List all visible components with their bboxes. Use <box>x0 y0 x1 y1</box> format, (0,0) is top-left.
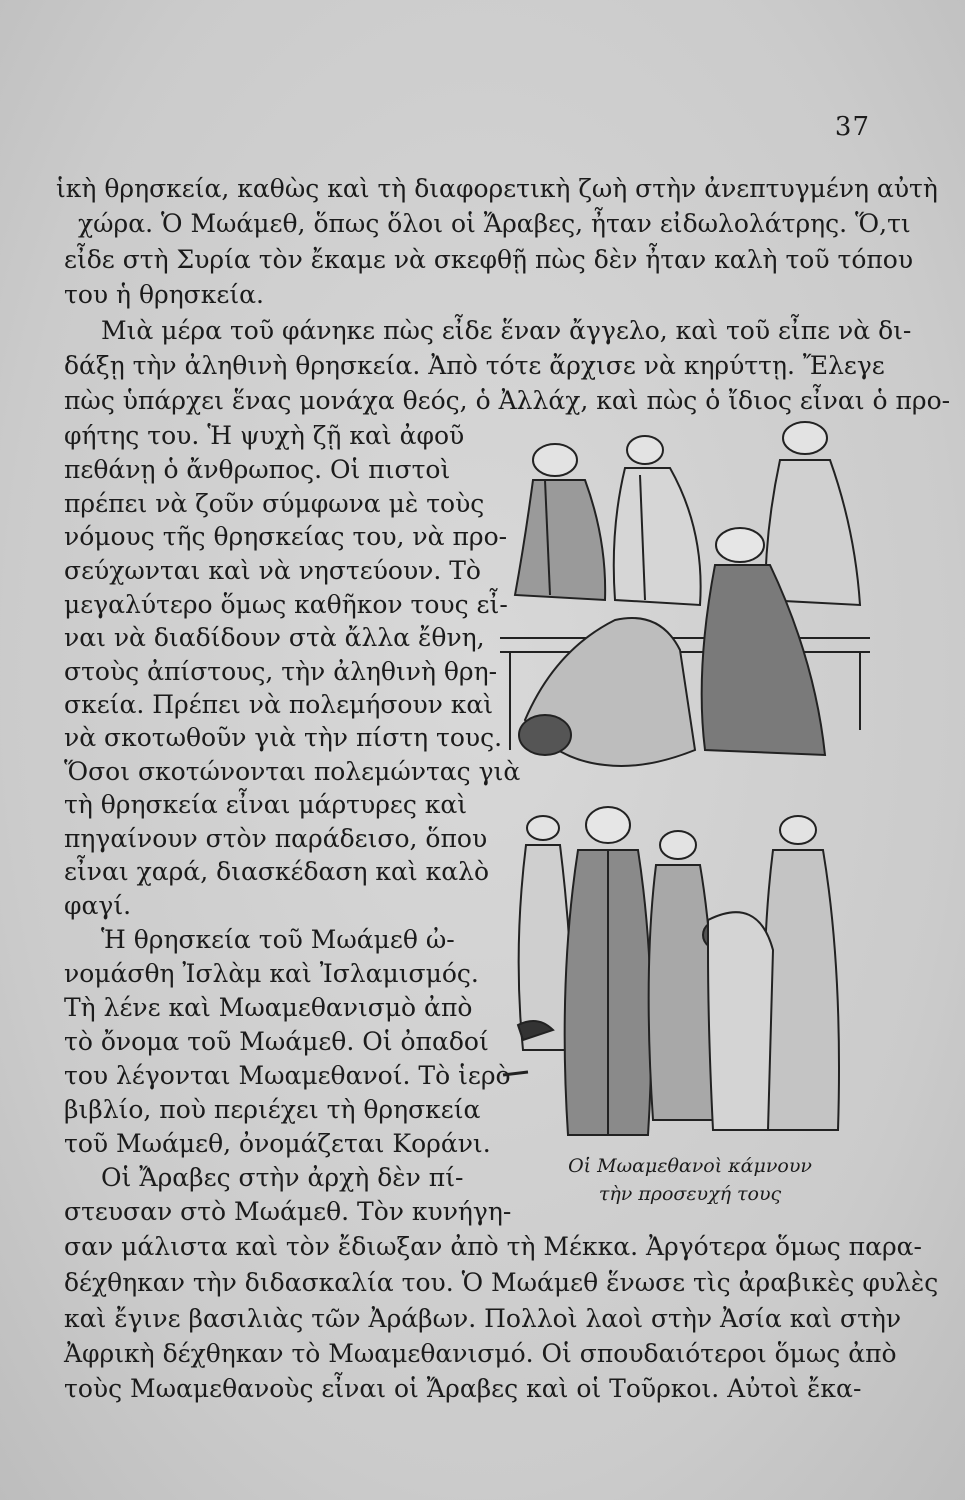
text-line: φαγί. <box>64 891 132 920</box>
text-line: Τὴ λένε καὶ Μωαμεθανισμὸ ἀπὸ <box>64 993 473 1022</box>
text-line: Ἀφρικὴ δέχθηκαν τὸ Μωαμεθανισμό. Οἱ σπουδαιότεροι ὅμως ἀπὸ <box>64 1339 897 1368</box>
text-line: πὼς ὑπάρχει ἕνας μονάχα θεός, ὁ Ἀλλάχ, καὶ πὼς ὁ ἴδιος εἶναι ὁ προ- <box>64 386 951 415</box>
text-line: νόμους τῆς θρησκείας του, νὰ προ- <box>64 522 508 551</box>
text-line: του λέγονται Μωαμεθανοί. Τὸ ἱερὸ <box>64 1061 511 1090</box>
text-line: Ἡ θρησκεία τοῦ Μωάμεθ ὠ- <box>101 925 455 954</box>
text-line: νὰ σκοτωθοῦν γιὰ τὴν πίστη τους. <box>64 723 503 752</box>
standing-men-illustration <box>498 800 878 1145</box>
text-line: πρέπει νὰ ζοῦν σύμφωνα μὲ τοὺς <box>64 489 485 518</box>
text-line: Οἱ Ἄραβες στὴν ἀρχὴ δὲν πί- <box>101 1163 464 1192</box>
text-line: πηγαίνουν στὸν παράδεισο, ὅπου <box>64 824 488 853</box>
text-line: Ὅσοι σκοτώνονται πολεμώντας γιὰ <box>64 757 521 786</box>
text-line: σκεία. Πρέπει νὰ πολεμήσουν καὶ <box>64 690 494 719</box>
text-line: τὸ ὄνομα τοῦ Μωάμεθ. Οἱ ὀπαδοί <box>64 1027 489 1056</box>
text-line: βιβλίο, ποὺ περιέχει τὴ θρησκεία <box>64 1095 481 1124</box>
text-line: δάξῃ τὴν ἀληθινὴ θρησκεία. Ἀπὸ τότε ἄρχισε νὰ κηρύττῃ. Ἔλεγε <box>64 351 885 380</box>
text-line: τὴ θρησκεία εἶναι μάρτυρες καὶ <box>64 790 468 819</box>
text-line: εἶδε στὴ Συρία τὸν ἔκαμε νὰ σκεφθῇ πὼς δὲν ἦταν καλὴ τοῦ τόπου <box>64 245 914 274</box>
text-line: πεθάνῃ ὁ ἄνθρωπος. Οἱ πιστοὶ <box>64 455 451 484</box>
text-line: χώρα. Ὁ Μωάμεθ, ὅπως ὅλοι οἱ Ἄραβες, ἦταν εἰδωλολάτρης. Ὅ,τι <box>78 209 911 238</box>
text-line: στοὺς ἀπίστους, τὴν ἀληθινὴ θρη- <box>64 657 498 686</box>
text-line: μεγαλύτερο ὅμως καθῆκον τους εἶ- <box>64 590 508 619</box>
text-line: Μιὰ μέρα τοῦ φάνηκε πὼς εἶδε ἕναν ἄγγελο, καὶ τοῦ εἶπε νὰ δι- <box>101 316 912 345</box>
text-line: ἱκὴ θρησκεία, καθὼς καὶ τὴ διαφορετικὴ ζωὴ στὴν ἀνεπτυγμένη αὐτὴ <box>56 174 938 203</box>
caption-line-2: τὴν προσευχή τους <box>598 1183 782 1205</box>
text-line: δέχθηκαν τὴν διδασκαλία του. Ὁ Μωάμεθ ἕνωσε τὶς ἀραβικὲς φυλὲς <box>64 1268 939 1297</box>
text-line: τοὺς Μωαμεθανοὺς εἶναι οἱ Ἄραβες καὶ οἱ Τοῦρκοι. Αὐτοὶ ἔκα- <box>64 1374 862 1403</box>
figure-caption <box>505 1152 875 1208</box>
text-line: του ἡ θρησκεία. <box>64 280 264 309</box>
page-number: 37 <box>834 112 870 142</box>
text-line: νομάσθη Ἰσλὰμ καὶ Ἰσλαμισμός. <box>64 959 479 988</box>
text-line: στευσαν στὸ Μωάμεθ. Τὸν κυνήγη- <box>64 1197 512 1226</box>
text-line: φήτης του. Ἡ ψυχὴ ζῇ καὶ ἀφοῦ <box>64 421 465 450</box>
text-line: ναι νὰ διαδίδουν στὰ ἄλλα ἔθνη, <box>64 623 485 652</box>
text-line: σαν μάλιστα καὶ τὸν ἔδιωξαν ἀπὸ τὴ Μέκκα. Ἀργότερα ὅμως παρα- <box>64 1232 922 1261</box>
text-line: εἶναι χαρά, διασκέδαση καὶ καλὸ <box>64 857 490 886</box>
text-line: σεύχωνται καὶ νὰ νηστεύουν. Τὸ <box>64 556 481 585</box>
text-line: καὶ ἔγινε βασιλιὰς τῶν Ἀράβων. Πολλοὶ λαοὶ στὴν Ἀσία καὶ στὴν <box>64 1304 902 1333</box>
praying-men-illustration <box>495 420 875 785</box>
text-line: τοῦ Μωάμεθ, ὀνομάζεται Κοράνι. <box>64 1129 491 1158</box>
caption-line-1: Οἱ Μωαμεθανοὶ κάμνουν <box>568 1155 812 1177</box>
